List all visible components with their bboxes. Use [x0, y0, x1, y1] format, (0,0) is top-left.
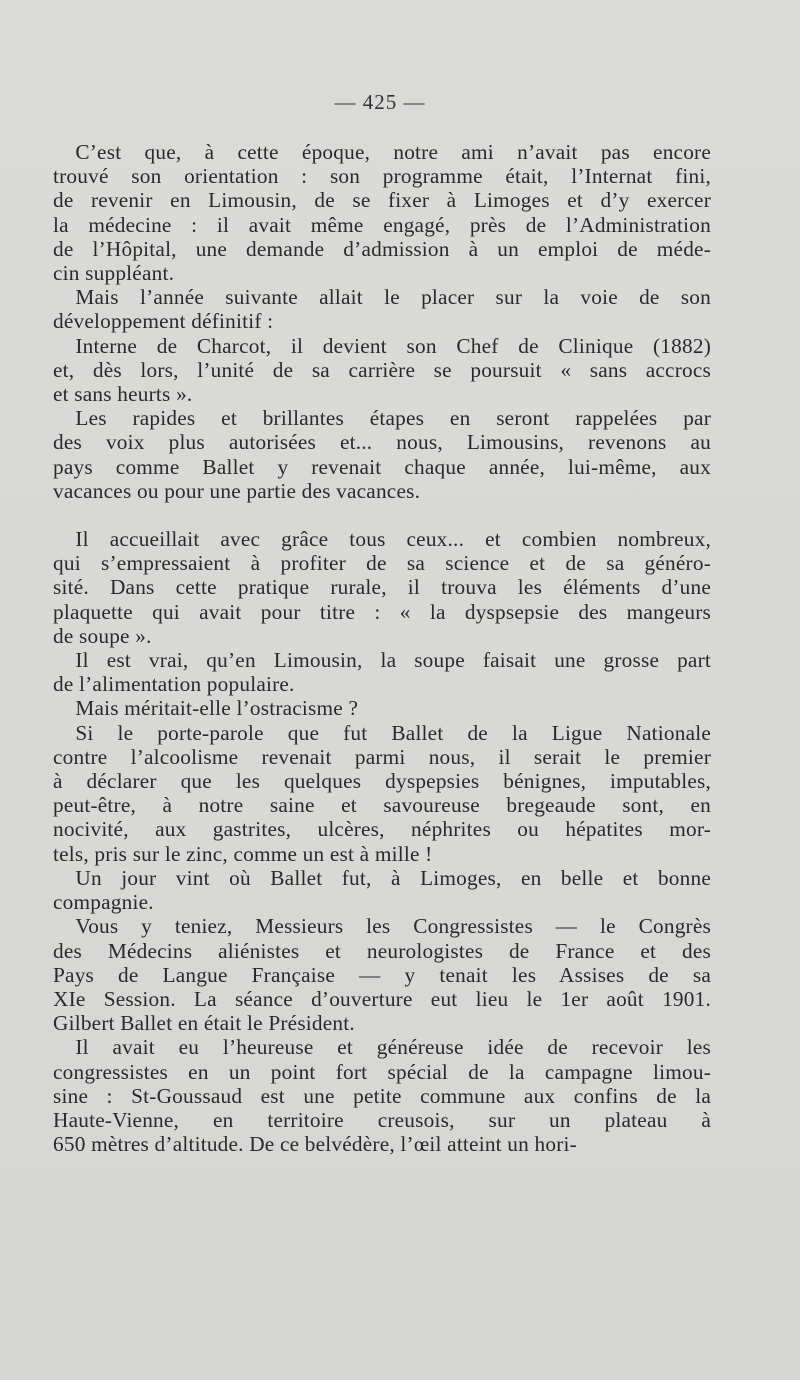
- text-line: Les rapides et brillantes étapes en seront rappelées par: [75, 406, 711, 431]
- paragraph: [53, 334, 711, 407]
- text-line: Si le porte-parole que fut Ballet de la Ligue Nationale: [75, 720, 711, 745]
- text-line: de l’alimentation populaire.: [53, 672, 295, 697]
- paragraph: [53, 527, 711, 648]
- text-line: et, dès lors, l’unité de sa carrière se poursuit « sans accrocs: [53, 357, 711, 382]
- paragraph: [53, 696, 711, 720]
- text-line: de revenir en Limousin, de se fixer à Limoges et d’y exercer: [53, 188, 711, 213]
- text-line: Interne de Charcot, il devient son Chef de Clinique (1882): [75, 333, 711, 358]
- page-number: — 425 —: [334, 90, 426, 114]
- paragraph: [53, 914, 711, 1035]
- text-line: pays comme Ballet y revenait chaque année, lui-même, aux: [53, 454, 711, 479]
- text-line: Un jour vint où Ballet fut, à Limoges, en belle et bonne: [75, 865, 711, 890]
- text-line: sité. Dans cette pratique rurale, il trouva les éléments d’une: [53, 575, 711, 600]
- text-line: Vous y teniez, Messieurs les Congressistes — le Congrès: [75, 914, 711, 939]
- text-line: des voix plus autorisées et... nous, Limousins, revenons au: [53, 430, 711, 455]
- text-line: Il est vrai, qu’en Limousin, la soupe faisait une grosse part: [75, 648, 711, 673]
- paragraph: [53, 1035, 711, 1156]
- text-line: la médecine : il avait même engagé, près de l’Administration: [53, 212, 711, 237]
- text-line: à déclarer que les quelques dyspepsies bénignes, imputables,: [53, 769, 711, 794]
- paragraph: [53, 648, 711, 696]
- paragraph: [53, 406, 711, 503]
- text-line: C’est que, à cette époque, notre ami n’avait pas encore: [75, 140, 711, 164]
- text-line: 650 mètres d’altitude. De ce belvédère, l’œil atteint un hori-: [53, 1132, 577, 1157]
- text-line: de soupe ».: [53, 623, 152, 648]
- paragraph: [53, 866, 711, 914]
- text-line: qui s’empressaient à profiter de sa science et de sa généro-: [53, 551, 711, 576]
- text-line: congressistes en un point fort spécial de la campagne limou-: [53, 1059, 711, 1084]
- text-line: de l’Hôpital, une demande d’admission à un emploi de méde-: [53, 236, 711, 261]
- text-line: Il avait eu l’heureuse et généreuse idée de recevoir les: [75, 1035, 711, 1060]
- text-line: nocivité, aux gastrites, ulcères, néphrites ou hépatites mor-: [53, 817, 711, 842]
- text-line: des Médecins aliénistes et neurologistes de France et des: [53, 938, 711, 963]
- text-line: Pays de Langue Française — y tenait les Assises de sa: [53, 962, 711, 987]
- paragraph: [53, 140, 711, 285]
- text-line: Haute-Vienne, en territoire creusois, sur un plateau à: [53, 1107, 711, 1132]
- text-line: plaquette qui avait pour titre : « la dyspsepsie des mangeurs: [53, 599, 711, 624]
- text-line: cin suppléant.: [53, 261, 175, 286]
- text-line: contre l’alcoolisme revenait parmi nous, il serait le premier: [53, 744, 711, 769]
- text-line: Gilbert Ballet en était le Président.: [53, 1011, 355, 1036]
- text-line: Il accueillait avec grâce tous ceux... et combien nombreux,: [75, 527, 711, 552]
- paragraph: [53, 721, 711, 866]
- text-line: peut-être, à notre saine et savoureuse bregeaude sont, en: [53, 793, 711, 818]
- text-line: vacances ou pour une partie des vacances.: [53, 478, 421, 503]
- text-line: développement définitif :: [53, 309, 274, 334]
- paragraph: [53, 285, 711, 333]
- text-line: trouvé son orientation : son programme était, l’Internat fini,: [53, 164, 711, 189]
- text-line: Mais méritait-elle l’ostracisme ?: [75, 696, 359, 721]
- text-line: et sans heurts ».: [53, 382, 193, 407]
- body-text: [53, 140, 711, 1156]
- text-line: tels, pris sur le zinc, comme un est à mille !: [53, 841, 433, 866]
- text-line: Mais l’année suivante allait le placer sur la voie de son: [75, 285, 711, 310]
- text-line: sine : St-Goussaud est une petite commune aux confins de la: [53, 1083, 711, 1108]
- text-line: XIe Session. La séance d’ouverture eut lieu le 1er août 1901.: [53, 986, 711, 1011]
- text-line: compagnie.: [53, 890, 154, 915]
